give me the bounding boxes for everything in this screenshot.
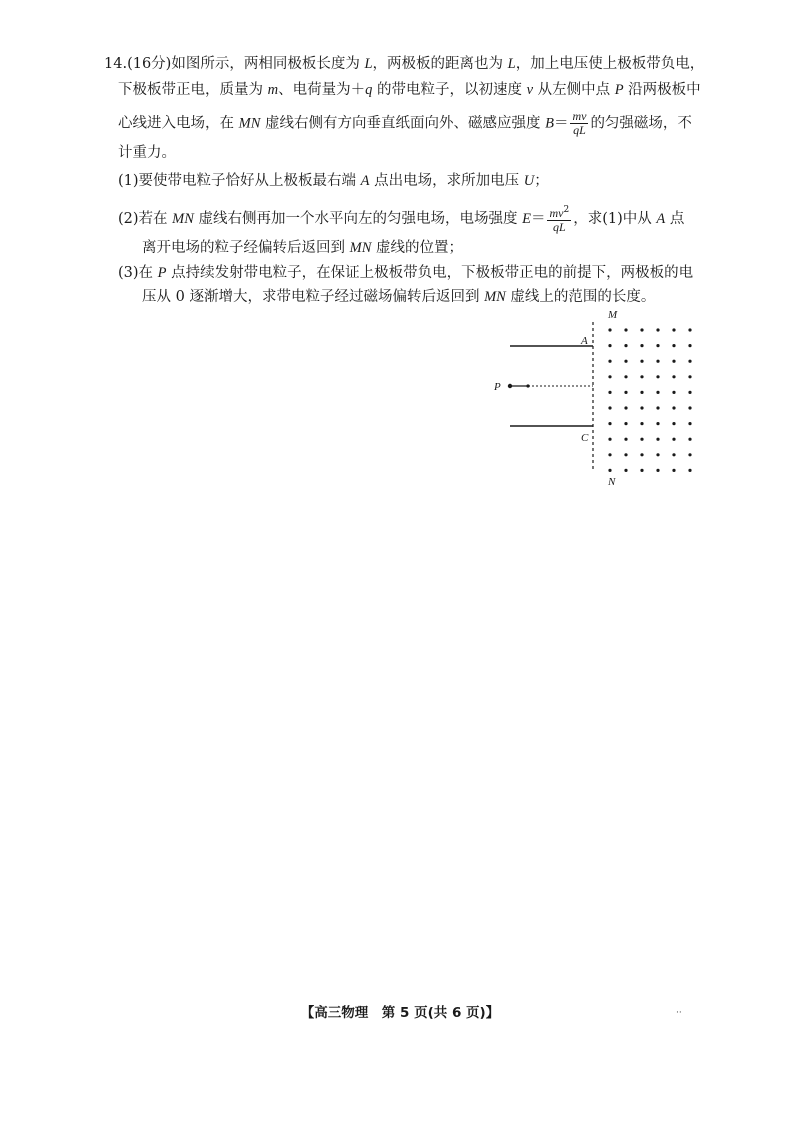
field-dot: [640, 328, 643, 331]
problem-score: (16分): [127, 56, 172, 72]
field-dot: [688, 406, 691, 409]
field-dot: [688, 453, 691, 456]
field-dot: [672, 344, 675, 347]
field-dot: [688, 422, 691, 425]
problem-line-2: 下极板带正电，质量为 m、电荷量为＋q 的带电粒子，以初速度 v 从左侧中点 P 沿两极板中: [118, 82, 701, 98]
field-dot: [640, 453, 643, 456]
field-dot: [672, 406, 675, 409]
field-dot: [608, 360, 611, 363]
field-dot: [608, 328, 611, 331]
field-dot: [624, 453, 627, 456]
field-dot: [640, 360, 643, 363]
field-dot: [624, 375, 627, 378]
field-dot: [656, 360, 659, 363]
label-m: M: [608, 309, 618, 321]
label-n: N: [608, 476, 616, 488]
field-dot: [688, 344, 691, 347]
field-dot: [656, 438, 659, 441]
field-dot: [608, 406, 611, 409]
field-dot: [688, 391, 691, 394]
field-dot: [608, 422, 611, 425]
particle-source: [508, 384, 512, 388]
field-dot: [656, 328, 659, 331]
field-dot: [656, 453, 659, 456]
magnetic-field-dots: [608, 328, 691, 472]
label-p: P: [494, 381, 501, 393]
field-dot: [624, 360, 627, 363]
field-dot: [608, 375, 611, 378]
field-dot: [672, 453, 675, 456]
field-dot: [672, 391, 675, 394]
part-2-line-2: 离开电场的粒子经偏转后返回到 MN 虚线的位置；: [142, 240, 463, 256]
problem-line-1: 14.(16分)如图所示，两相同极板长度为 L，两极板的距离也为 L，加上电压使上极板带负电，: [104, 56, 705, 72]
corner-mark: ··: [676, 1008, 682, 1018]
problem-line-4: 计重力。: [118, 145, 176, 161]
problem-number: 14.: [104, 56, 128, 72]
part-3-line-2: 压从 0 逐渐增大，求带电粒子经过磁场偏转后返回到 MN 虚线上的范围的长度。: [142, 289, 656, 305]
field-dot: [624, 469, 627, 472]
field-dot: [608, 438, 611, 441]
field-dot: [640, 406, 643, 409]
problem-line-3: 心线进入电场，在 MN 虚线右侧有方向垂直纸面向外、磁感应强度 B＝ $\frac{mv}{qL}$ 的匀强磁场，不: [118, 109, 692, 137]
field-dot: [640, 344, 643, 347]
field-dot: [624, 438, 627, 441]
field-dot: [656, 344, 659, 347]
field-dot: [640, 422, 643, 425]
field-dot: [688, 328, 691, 331]
field-dot: [688, 469, 691, 472]
field-dot: [624, 328, 627, 331]
field-dot: [672, 469, 675, 472]
field-dot: [624, 406, 627, 409]
field-dot: [656, 422, 659, 425]
field-dot: [672, 328, 675, 331]
field-dot: [688, 438, 691, 441]
field-dot: [672, 360, 675, 363]
field-dot: [608, 391, 611, 394]
physics-figure: [480, 300, 710, 495]
field-dot: [640, 391, 643, 394]
field-dot: [624, 391, 627, 394]
field-dot: [656, 391, 659, 394]
field-dot: [624, 344, 627, 347]
field-dot: [688, 360, 691, 363]
part-1: (1)要使带电粒子恰好从上极板最右端 A 点出电场，求所加电压 U；: [118, 173, 549, 189]
field-dot: [688, 375, 691, 378]
field-dot: [608, 344, 611, 347]
label-a: A: [581, 335, 588, 347]
field-dot: [656, 469, 659, 472]
part-2-line-1: (2)若在 MN 虚线右侧再加一个水平向左的匀强电场，电场强度 E＝ $\frac{mv^2}{qL}$ ，求(1)中从 A 点: [118, 205, 685, 234]
label-c: C: [581, 432, 589, 444]
field-dot: [624, 422, 627, 425]
e-field-fraction: $\frac{mv^2}{qL}$: [549, 205, 570, 234]
part-3-line-1: (3)在 P 点持续发射带电粒子，在保证上极板带负电，下极板带正电的前提下，两极板的电: [118, 265, 694, 281]
field-dot: [608, 453, 611, 456]
field-dot: [640, 469, 643, 472]
field-dot: [608, 469, 611, 472]
field-dot: [672, 375, 675, 378]
velocity-arrow-head: [526, 384, 529, 387]
field-dot: [640, 438, 643, 441]
field-dot: [656, 406, 659, 409]
field-dot: [672, 422, 675, 425]
page-footer: 【高三物理 第 5 页(共 6 页)】: [300, 1005, 500, 1021]
field-dot: [640, 375, 643, 378]
b-field-fraction: $\frac{mv}{qL}$: [572, 109, 587, 137]
field-dot: [656, 375, 659, 378]
field-dot: [672, 438, 675, 441]
